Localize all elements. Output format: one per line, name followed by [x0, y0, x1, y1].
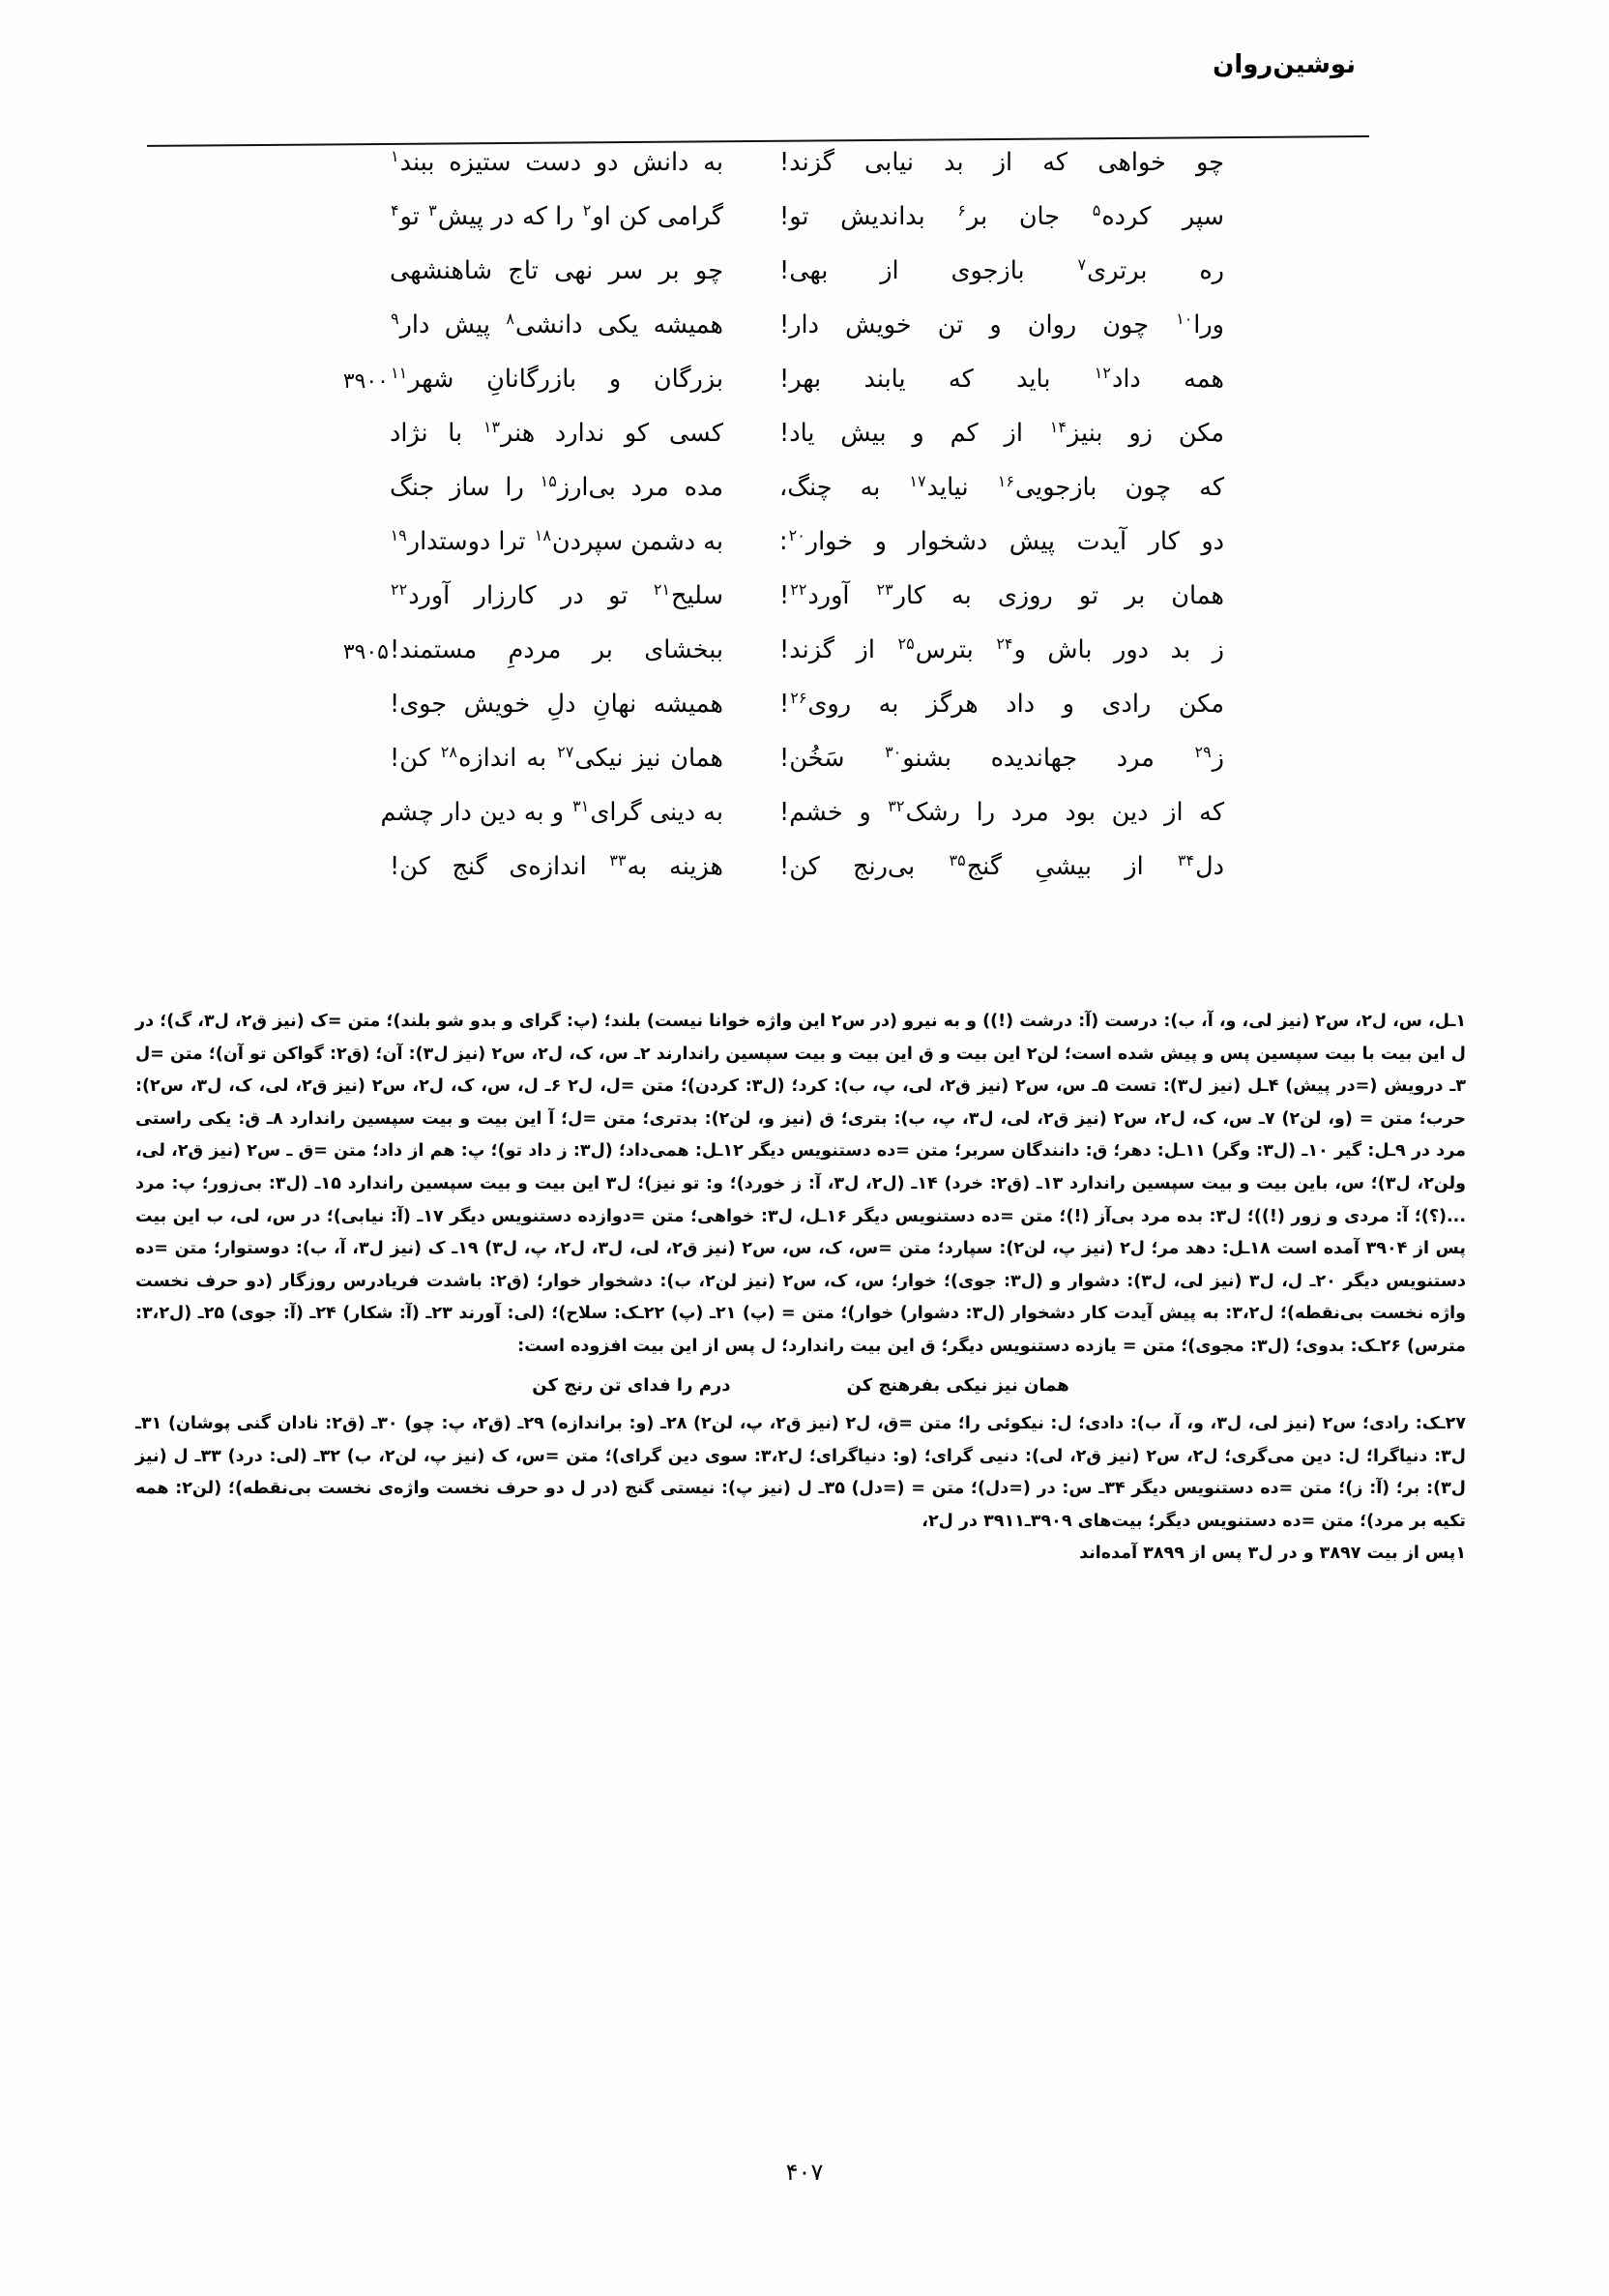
- hemistich-first: ببخشای بر مردمِ مستمند!: [390, 635, 723, 664]
- verse-line: [0, 416, 1609, 470]
- hemistich-first: بزرگان و بازرگانانِ شهر$^{۱۱}$: [391, 363, 723, 394]
- hemistich-first: به دشمن سپردن$^{۱۸}$ ترا دوستدار$^{۱۹}$: [390, 525, 723, 556]
- apparatus-paragraph: ۲۷ـک: رادی؛ س۲ (نیز لی، ل۳، و، آ، ب): دادی؛ ل: نیکوئی را؛ متن =ق، ل۲ (نیز ق۲، پ، لن۲) ۲۸ـ (و: براندازه) ۲۹ـ (ق۲، پ: چو) ۳۰ـ (ق۲: نادان گنی پوشان) ۳۱ـ ل۳: دنیاگرا؛ ل: دین می‌گری؛ ل۲، س۲ (نیز ق۲، لی): دنیی گرای؛ (و: دنیاگرای؛ ل۳،۲: سوی دین گرای)؛ متن =س، ک (نیز پ، لن۲، ب) ۳۲ـ (لی: درد) ۳۳ـ ل (نیز ل۳): بر؛ (آ: ز)؛ متن =ده دستنویس دیگر ۳۴ـ س: در (=دل)؛ متن = (=دل) ۳۵ـ ل (نیز پ): نیستی گنج (در ل دو حرف نخست واژه‌ی نخست بی‌نقطه)؛ (لن۲: همه تکیه بر مرد)؛ متن =ده دستنویس دیگر؛ بیت‌های ۳۹۰۹ـ۳۹۱۱ در ل۲،: [135, 1414, 1467, 1531]
- hemistich-second: چو خواهی که از بد نیابی گزند!: [779, 148, 1224, 177]
- hemistich-second: همه داد$^{۱۲}$ باید که یابند بهر!: [779, 363, 1224, 394]
- apparatus-verse-second: درم را فدای تن رنج کن: [532, 1374, 731, 1396]
- verse-number: ۳۹۰۰: [342, 369, 389, 394]
- running-title: نوشین‌روان: [1213, 50, 1356, 79]
- hemistich-second: ورا$^{۱۰}$ چون روان و تن خویش دار!: [779, 309, 1224, 339]
- hemistich-first: چو بر سر نهی تاج شاهنشهی: [390, 256, 723, 285]
- page-header: [0, 27, 1609, 114]
- hemistich-first: کسی کو ندارد هنر$^{۱۳}$ با نژاد: [390, 417, 723, 448]
- folio-number: ۴۰۷: [785, 2159, 824, 2186]
- hemistich-second: ره برتری$^۷$ بازجوی از بهی!: [779, 254, 1224, 285]
- hemistich-second: دو کار آیدت پیش دشخوار و خوار$^{۲۰}$:: [779, 525, 1224, 556]
- critical-apparatus: [135, 1006, 1466, 1571]
- apparatus-verse-first: همان نیز نیکی بفرهنج کن: [846, 1374, 1069, 1396]
- hemistich-first: همان نیز نیکی$^{۲۷}$ به اندازه$^{۲۸}$ کن!: [390, 742, 723, 773]
- hemistich-first: به دانش دو دست ستیزه ببند$^۱$: [391, 146, 723, 177]
- verse-line: [0, 849, 1609, 903]
- verse-line: [0, 470, 1609, 524]
- hemistich-second: مکن زو بنیز$^{۱۴}$ از کم و بیش یاد!: [779, 417, 1224, 448]
- verse-number: ۳۹۰۵: [342, 640, 389, 664]
- hemistich-second: دل$^{۳۴}$ از بیشیِ گنج$^{۳۵}$ بی‌رنج کن!: [779, 850, 1224, 881]
- verse-line: [0, 741, 1609, 795]
- hemistich-second: ز بد دور باش و$^{۲۴}$ بترس$^{۲۵}$ از گزند!: [779, 633, 1224, 664]
- hemistich-first: گرامی کن او$^۲$ را که در پیش$^۳$ تو$^۴$: [391, 200, 723, 231]
- verse-line: [0, 253, 1609, 308]
- hemistich-first: همیشه نهانِ دلِ خویش جوی!: [390, 690, 723, 719]
- verse-block: [0, 145, 1609, 948]
- verse-line: [0, 633, 1609, 687]
- apparatus-inserted-verse: [135, 1369, 1466, 1403]
- apparatus-paragraph: ۱ـل، س، ل۲، س۲ (نیز لی، و، آ، ب): درست (آ: درشت (!)) و به نیرو (در س۲ این واژه خوانا نیست) بلند؛ (پ: گرای و بدو شو بلند)؛ متن =ک (نیز ق۲، ل۳، گ)؛ در ل این بیت با بیت سپسین پس و پیش شده است؛ لن۲ این بیت و ق این بیت و بیت سپسین راندارند ۲ـ س، ک، ل۲، س۲ (نیز ل۳): آن؛ (ق۲: گواکن تو آن)؛ متن =ل ۳ـ درویش (=در پیش) ۴ـل (نیز ل۳): تست ۵ـ س، س۲ (نیز ق۲، لی، پ، ب): کرد؛ (ل۳: کردن)؛ متن =ل، ل۲ ۶ـ ل، س، ک، ل۲، س۲ (نیز ق۲، لی، ک، ل۳، س۲): حرب؛ متن = (و، لن۲) ۷ـ س، ک، ل۲، س۲ (نیز ق۲، لی، ل۳، پ، ب): بتری؛ ق (نیز و، لن۲): بدتری؛ متن =ل؛ آ این بیت و بیت سپسین راندارد ۸ـ ق: یکی راستی مرد در ۹ـل: گیر ۱۰ـ (ل۳: وگر) ۱۱ـل: دهر؛ ق: دانندگان سربر؛ متن =ده دستنویس دیگر ۱۲ـل: همی‌داد؛ (ل۳: ز داد تو)؛ پ: هم از داد؛ متن =ق ـ س۲ (نیز ق۲، لی، ولن۲، ل۳)؛ س، باین بیت و بیت سپسین راندارد ۱۳ـ (ق۲: خرد) ۱۴ـ (ل۲، ل۳، آ: ز خورد)؛ و: تو نیز)؛ ل۳ این بیت و بیت سپسین راندارد ۱۵ـ (ل۳: بی‌زور؛ پ: مرد ...(؟)؛ آ: مردی و زور (!))؛ ل۳: بده مرد بی‌آز (!)؛ متن =ده دستنویس دیگر ۱۶ـل، ل۳: خواهی؛ متن =دوازده دستنویس دیگر ۱۷ـ (آ: نیابی)؛ در س، لی، ب این بیت پس از ۳۹۰۴ آمده است ۱۸ـل: دهد مر؛ ل۲ (نیز پ، لن۲): سپارد؛ متن =س، ک، س، س۲ (نیز ق۲، لی، ل۳، ل۲، پ، ل۳) ۱۹ـ ک (نیز ل۳، آ، ب): دوستوار؛ متن =ده دستنویس دیگر ۲۰ـ ل، ل۳ (نیز لی، ل۳): دشوار و (ل۳: جوی)؛ خوار؛ س، ک، س۲ (نیز لن۲، ب): دشخوار خوار؛ (ق۲: باشدت فریادرس روزگار (دو حرف نخست واژه نخست بی‌نقطه)؛ ل۳،۲: به پیش آیدت کار دشخوار (ل۳: دشوار) خوار)؛ متن = (پ) ۲۱ـ (پ) ۲۲ـک: سلاح)؛ (لی: آورند ۲۳ـ (آ: شکار) ۲۴ـ (آ: جوی) ۲۵ـ (ل۳،۲: مترس) ۲۶ـک: بدوی؛ (ل۳: مجوی)؛ متن = یازده دستنویس دیگر؛ ق این بیت راندارد؛ ل پس از این بیت افزوده است:: [135, 1012, 1467, 1356]
- verse-line: [0, 524, 1609, 578]
- verse-line: [0, 199, 1609, 253]
- verse-line: [0, 687, 1609, 741]
- verse-line: [0, 795, 1609, 849]
- verse-line: [0, 578, 1609, 633]
- hemistich-second: مکن رادی و داد هرگز به روی$^{۲۶}$!: [779, 688, 1224, 719]
- hemistich-second: که از دین بود مرد را رشک$^{۳۲}$ و خشم!: [779, 796, 1224, 827]
- hemistich-first: مده مرد بی‌ارز$^{۱۵}$ را ساز جنگ: [390, 471, 723, 502]
- verse-line: [0, 145, 1609, 199]
- hemistich-second: که چون بازجویی$^{۱۶}$ نیاید$^{۱۷}$ به چنگ،: [779, 471, 1225, 502]
- verse-line: [0, 308, 1609, 362]
- hemistich-first: سلیح$^{۲۱}$ تو در کارزار آورد$^{۲۲}$: [391, 579, 723, 610]
- hemistich-second: سپر کرده$^۵$ جان بر$^۶$ بداندیش تو!: [779, 200, 1224, 231]
- apparatus-tail-line: ۱پس از بیت ۳۸۹۷ و در ل۳ پس از ۳۸۹۹ آمده‌اند: [1079, 1544, 1466, 1564]
- hemistich-first: به دینی گرای$^{۳۱}$ و به دین دار چشم: [380, 796, 723, 827]
- hemistich-first: هزینه به$^{۳۳}$ اندازه‌ی گنج کن!: [390, 850, 724, 881]
- hemistich-first: همیشه یکی دانشی$^۸$ پیش دار$^۹$: [391, 309, 723, 339]
- hemistich-second: ز$^{۲۹}$ مرد جهاندیده بشنو$^{۳۰}$ سَخُن!: [779, 742, 1224, 773]
- hemistich-second: همان بر تو روزی به کار$^{۲۳}$ آورد$^{۲۲}$!: [779, 579, 1224, 610]
- verse-line: [0, 362, 1609, 416]
